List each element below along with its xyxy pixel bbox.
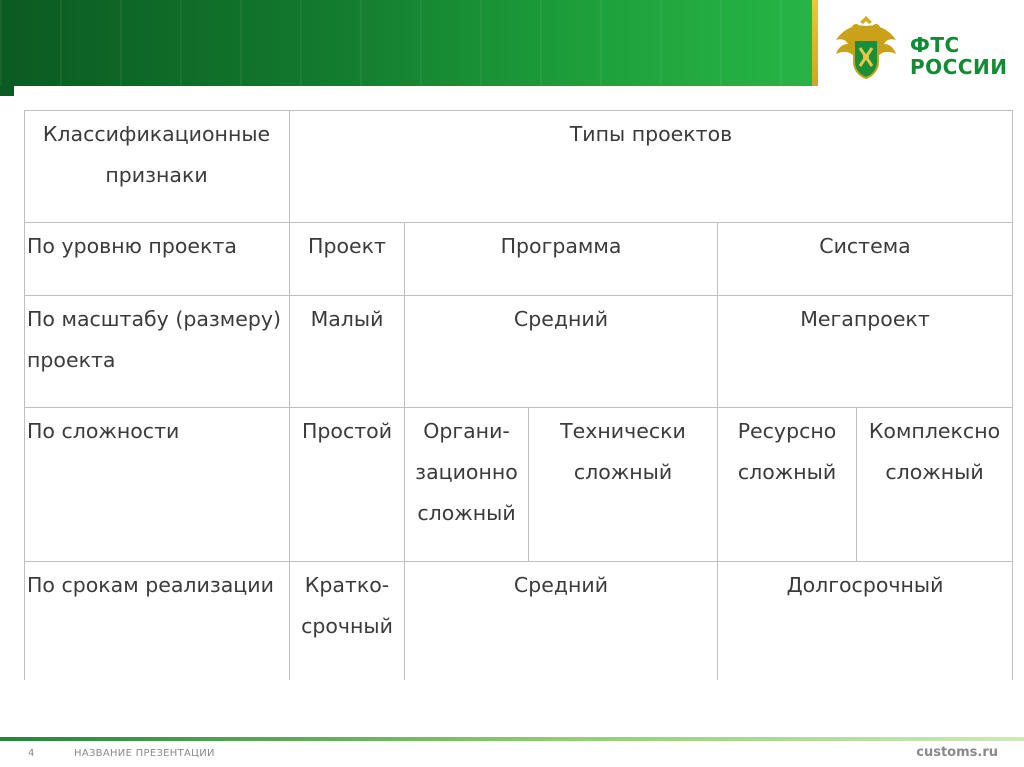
table-row-scale — [25, 296, 1013, 408]
table-row-complexity — [25, 408, 1013, 562]
table-row-terms — [25, 562, 1013, 680]
table-cell: Средний — [405, 562, 718, 680]
table-cell: Средний — [405, 296, 718, 408]
header-accent — [0, 86, 14, 96]
table-header-row — [25, 111, 1013, 223]
table-cell: Долгосрочный — [718, 562, 1013, 680]
table-cell: Ресурсно сложный — [718, 408, 857, 562]
table-cell: Система — [718, 223, 1013, 296]
presentation-name: НАЗВАНИЕ ПРЕЗЕНТАЦИИ — [74, 748, 215, 759]
logo-line-2: РОССИИ — [910, 55, 1008, 79]
footer-divider — [0, 737, 1024, 741]
types-header-cell: Типы проектов — [290, 111, 1013, 223]
table-cell: Простой — [290, 408, 405, 562]
logo-line-1: ФТС — [910, 33, 960, 57]
criteria-header-cell: Классификационные признаки — [25, 111, 290, 223]
row-label: По срокам реализации — [25, 562, 290, 680]
double-eagle-emblem-icon — [830, 10, 902, 82]
row-label: По сложности — [25, 408, 290, 562]
table-cell: Органи-зационно сложный — [405, 408, 529, 562]
logo-text — [910, 34, 1008, 78]
project-classification-table — [24, 110, 1013, 680]
table-cell: Проект — [290, 223, 405, 296]
table-cell: Технически сложный — [529, 408, 718, 562]
table-cell: Малый — [290, 296, 405, 408]
table-cell: Программа — [405, 223, 718, 296]
table-cell: Кратко-срочный — [290, 562, 405, 680]
table-cell: Мегапроект — [718, 296, 1013, 408]
row-label: По уровню проекта — [25, 223, 290, 296]
header-band — [0, 0, 812, 86]
table-row-level — [25, 223, 1013, 296]
page-number: 4 — [28, 748, 35, 759]
site-link[interactable]: customs.ru — [916, 745, 998, 760]
logo-separator — [812, 0, 818, 86]
table-cell: Комплексно сложный — [857, 408, 1013, 562]
row-label: По масштабу (размеру) проекта — [25, 296, 290, 408]
